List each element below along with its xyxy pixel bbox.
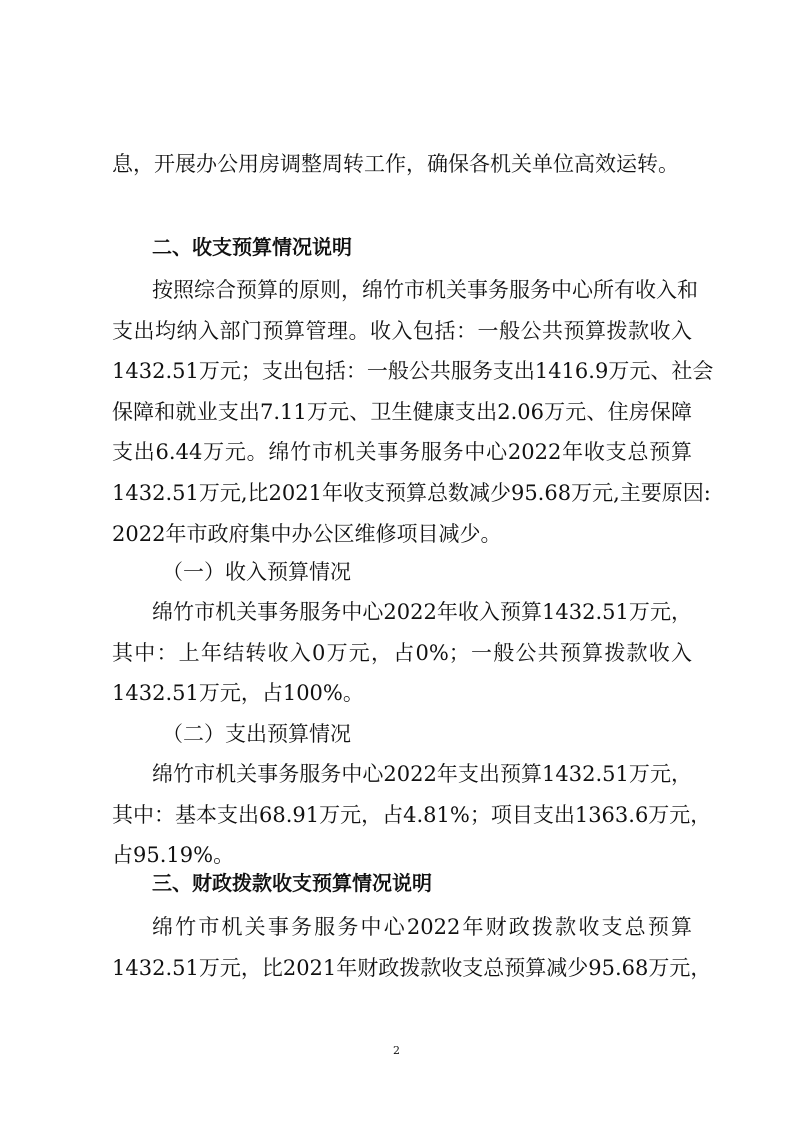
section-2-heading: 二、收支预算情况说明 xyxy=(152,235,352,259)
section-2-para-line: 2022年市政府集中办公区维修项目减少。 xyxy=(112,522,502,546)
section-3-line: 绵竹市机关事务服务中心2022年财政拨款收支总预算 xyxy=(152,915,692,939)
expenditure-budget-line: 其中：基本支出68.91万元，占4.81%；项目支出1363.6万元， xyxy=(112,803,712,827)
section-3-line: 1432.51万元，比2021年财政拨款收支总预算减少95.68万元， xyxy=(112,956,712,980)
section-2-para-line: 按照综合预算的原则，绵竹市机关事务服务中心所有收入和 xyxy=(152,278,698,302)
expenditure-budget-line: 占95.19%。 xyxy=(112,843,235,867)
expenditure-budget-heading: （二）支出预算情况 xyxy=(162,722,351,746)
page-number: 2 xyxy=(393,1044,400,1057)
section-2-para-line: 1432.51万元,比2021年收支预算总数减少95.68万元,主要原因: xyxy=(112,481,711,505)
income-budget-line: 其中：上年结转收入0万元，占0%；一般公共预算拨款收入 xyxy=(112,641,692,665)
section-2-para-line: 保障和就业支出7.11万元、卫生健康支出2.06万元、住房保障 xyxy=(112,400,692,424)
section-2-para-line: 1432.51万元；支出包括：一般公共服务支出1416.9万元、社会 xyxy=(112,359,714,383)
continuation-line: 息，开展办公用房调整周转工作，确保各机关单位高效运转。 xyxy=(112,152,679,176)
income-budget-line: 绵竹市机关事务服务中心2022年收入预算1432.51万元， xyxy=(152,600,692,624)
income-budget-heading: （一）收入预算情况 xyxy=(162,560,351,584)
income-budget-line: 1432.51万元，占100%。 xyxy=(112,681,364,705)
section-3-heading: 三、财政拨款收支预算情况说明 xyxy=(152,871,432,895)
expenditure-budget-line: 绵竹市机关事务服务中心2022年支出预算1432.51万元， xyxy=(152,762,692,786)
section-2-para-line: 支出均纳入部门预算管理。收入包括：一般公共预算拨款收入 xyxy=(112,319,692,343)
section-2-para-line: 支出6.44万元。绵竹市机关事务服务中心2022年收支总预算 xyxy=(112,440,692,464)
